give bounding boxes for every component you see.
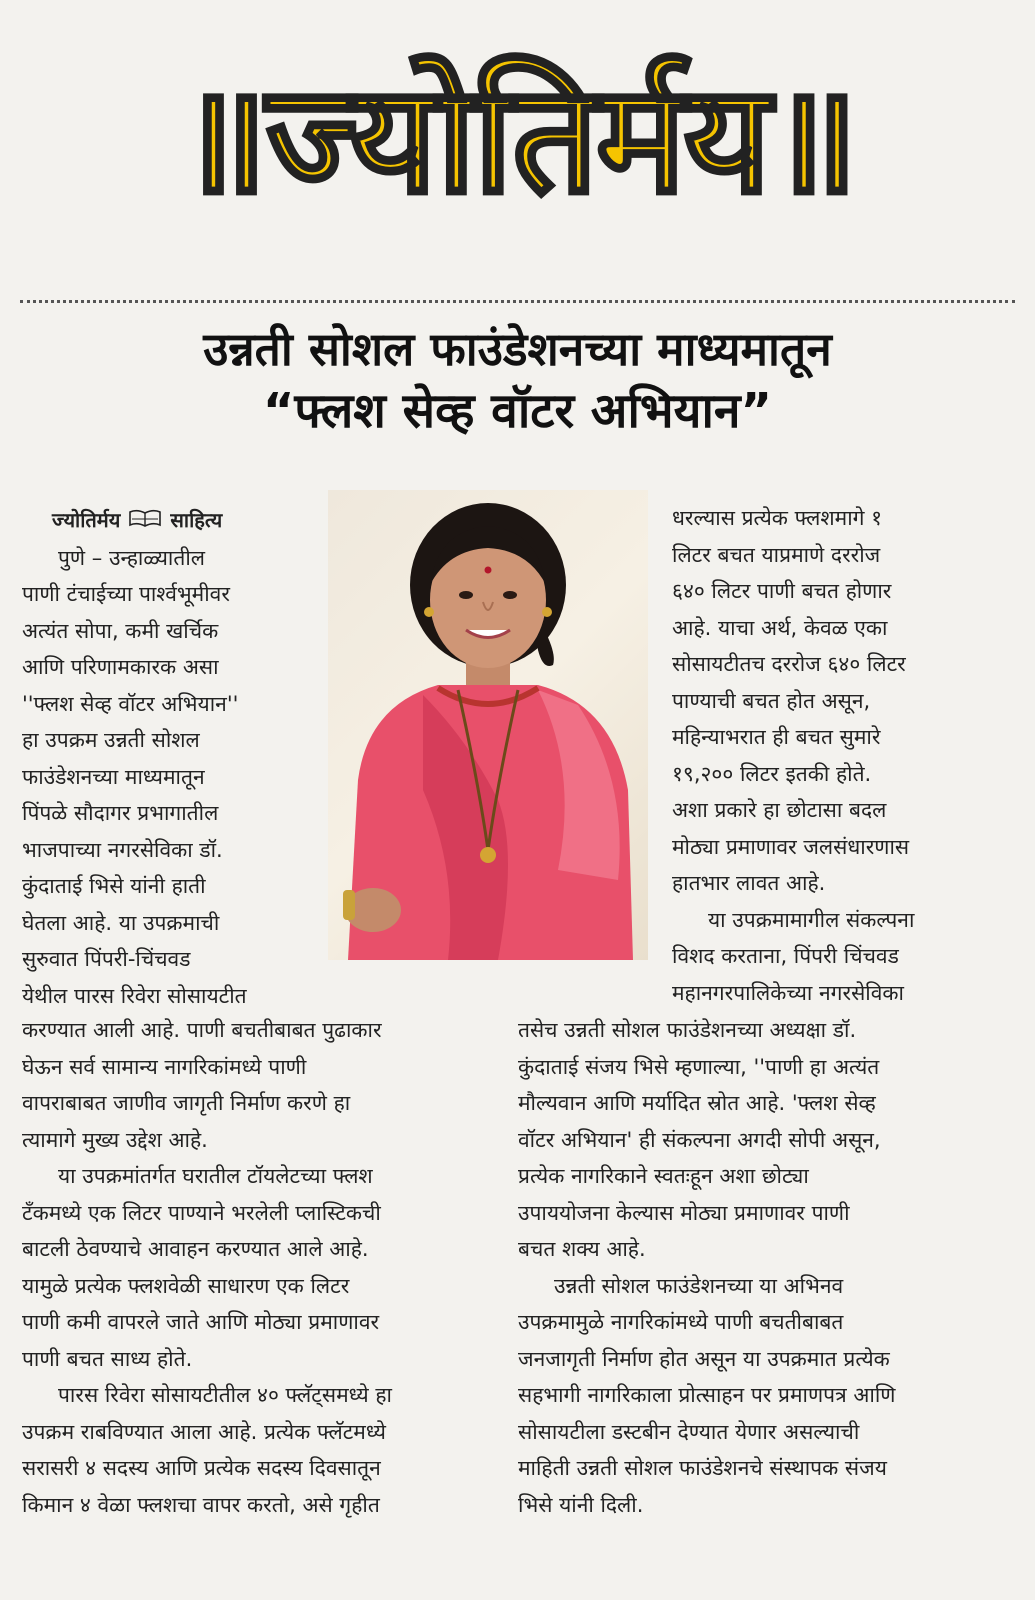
portrait-image bbox=[328, 490, 648, 960]
column-right-wide bbox=[518, 1012, 1018, 1523]
text-line: विशद करताना, पिंपरी चिंचवड bbox=[672, 944, 899, 968]
masthead-title: ॥ज्योतिर्मय॥ bbox=[178, 53, 857, 227]
text-line: घेतला आहे. या उपक्रमाची bbox=[22, 910, 220, 935]
text-line: पाणी टंचाईच्या पार्श्वभूमीवर bbox=[22, 582, 230, 607]
text-line: येथील पारस रिवेरा सोसायटीत bbox=[22, 983, 247, 1008]
text-line: उपाययोजना केल्यास मोठ्या प्रमाणावर पाणी bbox=[518, 1200, 850, 1225]
text-line: लिटर बचत याप्रमाणे दररोज bbox=[672, 542, 881, 567]
column-right bbox=[672, 500, 1012, 1011]
text-line: अशा प्रकारे हा छोटासा बदल bbox=[672, 798, 887, 822]
byline bbox=[52, 502, 322, 540]
masthead bbox=[0, 0, 1035, 290]
dotted-divider bbox=[20, 300, 1015, 303]
text-line: सोसायटीला डस्टबीन देण्यात येणार असल्याची bbox=[518, 1419, 860, 1444]
text-line: या उपक्रमांतर्गत घरातील टॉयलेटच्या फ्लश bbox=[58, 1164, 373, 1188]
text-line: वापराबाबत जाणीव जागृती निर्माण करणे हा bbox=[22, 1091, 351, 1115]
text-line: घेऊन सर्व सामान्य नागरिकांमध्ये पाणी bbox=[22, 1054, 307, 1079]
text-line: यामुळे प्रत्येक फ्लशवेळी साधारण एक लिटर bbox=[22, 1273, 350, 1298]
text-line: कुंदाताई संजय भिसे म्हणाल्या, ''पाणी हा अत्यंत bbox=[518, 1054, 880, 1079]
text-line: त्यामागे मुख्य उद्देश आहे. bbox=[22, 1127, 208, 1152]
text-line: सुरुवात पिंपरी-चिंचवड bbox=[22, 947, 191, 972]
text-line: महानगरपालिकेच्या नगरसेविका bbox=[672, 980, 904, 1005]
text-line: किमान ४ वेळा फ्लशचा वापर करतो, असे गृहीत bbox=[22, 1492, 380, 1517]
text-line: उपक्रम राबविण्यात आला आहे. प्रत्येक फ्लॅटमध्ये bbox=[22, 1419, 386, 1444]
text-line: माहिती उन्नती सोशल फाउंडेशनचे संस्थापक संजय bbox=[518, 1456, 887, 1480]
text-line: तसेच उन्नती सोशल फाउंडेशनच्या अध्यक्षा डॉ. bbox=[518, 1018, 857, 1042]
text-line: हा उपक्रम उन्नती सोशल bbox=[22, 728, 200, 753]
text-line: भाजपाच्या नगरसेविका डॉ. bbox=[22, 837, 223, 862]
text-line: पुणे – उन्हाळ्यातील bbox=[58, 545, 205, 570]
headline-line2: “फ्लश सेव्ह वॉटर अभियान” bbox=[262, 383, 773, 439]
text-line: हातभार लावत आहे. bbox=[672, 871, 826, 895]
text-line: सोसायटीतच दररोज ६४० लिटर bbox=[672, 652, 906, 676]
text-line: वॉटर अभियान' ही संकल्पना अगदी सोपी असून, bbox=[518, 1127, 881, 1152]
text-line: मोठ्या प्रमाणावर जलसंधारणास bbox=[672, 834, 910, 859]
text-line: बाटली ठेवण्याचे आवाहन करण्यात आले आहे. bbox=[22, 1237, 369, 1261]
column-left-wide bbox=[22, 1012, 512, 1523]
text-line: आहे. याचा अर्थ, केवळ एका bbox=[672, 615, 888, 640]
book-icon bbox=[128, 503, 162, 540]
text-line: या उपक्रमामागील संकल्पना bbox=[708, 907, 915, 932]
reporter-photo bbox=[328, 490, 648, 960]
text-line: कुंदाताई भिसे यांनी हाती bbox=[22, 874, 206, 899]
text-line: महिन्याभरात ही बचत सुमारे bbox=[672, 725, 881, 749]
text-line: बचत शक्य आहे. bbox=[518, 1237, 646, 1261]
text-line: टँकमध्ये एक लिटर पाण्याने भरलेली प्लास्टिकची bbox=[22, 1200, 381, 1225]
text-line: भिसे यांनी दिली. bbox=[518, 1492, 644, 1517]
byline-left: ज्योतिर्मय bbox=[52, 508, 121, 532]
text-line: पाण्याची बचत होत असून, bbox=[672, 688, 871, 713]
text-line: ६४० लिटर पाणी बचत होणार bbox=[672, 579, 892, 603]
headline-line1: उन्नती सोशल फाउंडेशनच्या माध्यमातून bbox=[203, 322, 832, 376]
text-line: पाणी कमी वापरले जाते आणि मोठ्या प्रमाणावर bbox=[22, 1310, 380, 1334]
text-line: मौल्यवान आणि मर्यादित स्रोत आहे. 'फ्लश सेव्ह bbox=[518, 1091, 876, 1115]
byline-right: साहित्य bbox=[170, 508, 223, 532]
text-line: उपक्रमामुळे नागरिकांमध्ये पाणी बचतीबाबत bbox=[518, 1310, 844, 1334]
text-line: आणि परिणामकारक असा bbox=[22, 655, 219, 680]
text-line: धरल्यास प्रत्येक फ्लशमागे १ bbox=[672, 506, 883, 530]
text-line: १९,२०० लिटर इतकी होते. bbox=[672, 761, 872, 786]
headline bbox=[0, 318, 1035, 442]
text-line: करण्यात आली आहे. पाणी बचतीबाबत पुढाकार bbox=[22, 1018, 382, 1042]
text-line: पिंपळे सौदागर प्रभागातील bbox=[22, 801, 219, 826]
text-line: ''फ्लश सेव्ह वॉटर अभियान'' bbox=[22, 691, 239, 716]
text-line: जनजागृती निर्माण होत असून या उपक्रमात प्रत्येक bbox=[518, 1346, 890, 1371]
text-line: अत्यंत सोपा, कमी खर्चिक bbox=[22, 618, 219, 643]
text-line: सहभागी नागरिकाला प्रोत्साहन पर प्रमाणपत्र आणि bbox=[518, 1383, 896, 1407]
text-line: पारस रिवेरा सोसायटीतील ४० फ्लॅट्समध्ये हा bbox=[58, 1383, 392, 1407]
text-line: सरासरी ४ सदस्य आणि प्रत्येक सदस्य दिवसातून bbox=[22, 1456, 381, 1480]
text-line: फाउंडेशनच्या माध्यमातून bbox=[22, 764, 205, 789]
text-line: पाणी बचत साध्य होते. bbox=[22, 1346, 193, 1371]
column-left bbox=[22, 502, 322, 1014]
text-line: उन्नती सोशल फाउंडेशनच्या या अभिनव bbox=[554, 1273, 844, 1298]
text-line: प्रत्येक नागरिकाने स्वतःहून अशा छोट्या bbox=[518, 1164, 809, 1188]
